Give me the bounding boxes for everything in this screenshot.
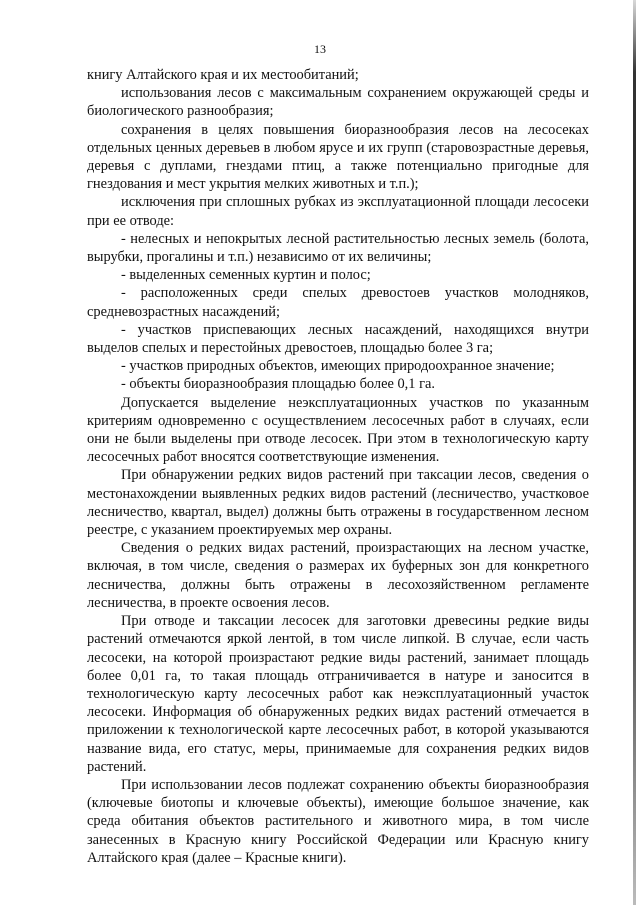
scan-edge-shadow: [633, 0, 636, 905]
paragraph-exclusions: исключения при сплошных рубках из эксплуатационной площади лесосеки при ее отводе:: [87, 194, 589, 229]
page-number: 13: [314, 42, 326, 56]
list-item: - участков приспевающих лесных насаждений, находящихся внутри выделов спелых и перестойных древостоев, площадью более 3 га;: [87, 321, 589, 357]
paragraph-biodiversity-objects: При использовании лесов подлежат сохранению объекты биоразнообразия (ключевые биотопы и ключевые объекты), имеющие большое значение, как среда обитания объектов растительного и животного мира, в том числе занесенных в Красную книгу Российской Федерации или Красную книгу Алтайского края (далее – Красные книги).: [87, 776, 589, 866]
list-item: - выделенных семенных куртин и полос;: [121, 267, 371, 284]
paragraph-preserve-trees: сохранения в целях повышения биоразнообразия лесов на лесосеках отдельных ценных деревьев в любом ярусе и их групп (старовозрастные деревья, деревья с дуплами, гнездами птиц, а также потенциально пригодные для гнездования и мест укрытия мелких животных и т.п.);: [87, 121, 589, 193]
list-item: - расположенных среди спелых древостоев участков молодняков, средневозрастных насаждений;: [87, 285, 589, 320]
document-body: [87, 66, 589, 867]
list-item: - участков природных объектов, имеющих природоохранное значение;: [121, 358, 555, 375]
list-item: - нелесных и непокрытых лесной растительностью лесных земель (болота, вырубки, прогалины и т.п.) независимо от их величины;: [87, 230, 589, 266]
paragraph-rare-species-marking: При отводе и таксации лесосек для заготовки древесины редкие виды растений отмечаются яркой лентой, в том числе липкой. В случае, если часть лесосеки, на которой произрастают редкие виды растений, занимает площадь более 0,01 га, то такая площадь отграничивается в натуре и заносится в технологическую карту лесосечных работ как неэксплуатационный участок лесосеки. Информация об обнаруженных редких видах растений отмечается в приложении к технологической карте лесосечных работ, в которой указываются название вида, его статус, меры, принимаемые для сохранения редких видов растений.: [87, 613, 589, 775]
paragraph-rare-species-inventory: При обнаружении редких видов растений при таксации лесов, сведения о местонахождении выявленных редких видов растений (лесничество, участковое лесничество, квартал, выдел) должны быть отражены в государственном лесном реестре, с указанием проектируемых мер охраны.: [87, 467, 589, 539]
paragraph-non-exploitation-plots: Допускается выделение неэксплуатационных участков по указанным критериям одновременно с осуществлением лесосечных работ в случаях, если они не были выделены при отводе лесосек. При этом в технологическую карту лесосечных работ вносятся соответствующие изменения.: [87, 394, 589, 466]
paragraph-rare-species-regulation: Сведения о редких видах растений, произрастающих на лесном участке, включая, в том числе, сведения о размерах их буферных зон для конкретного лесничества, должны быть отражены в лесохозяйственном регламенте лесничества, в проекте освоения лесов.: [87, 540, 589, 611]
paragraph-continuation: книгу Алтайского края и их местообитаний;: [87, 67, 359, 83]
paragraph-forest-use: использования лесов с максимальным сохранением окружающей среды и биологического разнообразия;: [87, 85, 589, 120]
list-item: - объекты биоразнообразия площадью более 0,1 га.: [121, 376, 435, 393]
